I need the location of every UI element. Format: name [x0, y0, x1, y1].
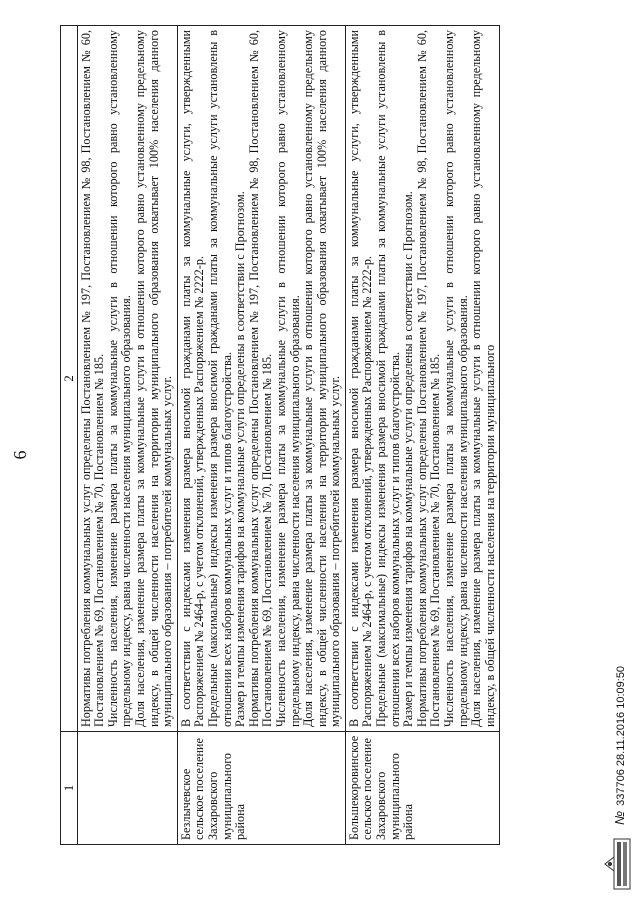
municipality-cell: Большекоровинское сельское поселение Захаровского муниципального района — [345, 732, 500, 845]
description-line: Нормативы потребления коммунальных услуг определены Постановлением № 197, Постановлением № 98, Постановлением № 60, Постановлением № 69, Постановлением № 70, Постановлением № 185. — [78, 30, 107, 727]
table-header-col2: 2 — [61, 26, 78, 732]
document-stamp-footer — [612, 666, 627, 825]
description-cell — [77, 26, 177, 732]
description-line: Численность населения, изменение размера платы за коммунальные услуги в отношении которого равно установленному предельному индексу, равна численности населения муниципального образования. — [442, 30, 470, 727]
document-datetime: 28.11.2016 10:09:50 — [615, 665, 627, 767]
description-line: Доля населения, изменение размера платы за коммунальные услуги в отношении которого равно установленному предельному индексу, в общей численности населения на территории муниципального — [469, 30, 497, 727]
description-line: Предельные (максимальные) индексы изменения размера вносимой гражданами платы за коммунальные услуги установлены в отношении всех наборов коммунальных услуг и типов благоустройства. — [205, 30, 234, 727]
description-line: Размер и темпы изменения тарифов на коммунальные услуги определены в соответствии с Прогнозом. — [401, 191, 416, 727]
description-line: Нормативы потребления коммунальных услуг определены Постановлением № 197, Постановлением № 98, Постановлением № 60, Постановлением № 69, Постановлением № 70, Постановлением № 185. — [414, 30, 443, 727]
document-number: 337706 — [615, 769, 627, 806]
description-line: Численность населения, изменение размера платы за коммунальные услуги в отношении которого равно установленному предельному индексу, равна численности населения муниципального образования. — [273, 30, 302, 727]
table-header-row — [61, 26, 78, 845]
description-line: Доля населения, изменение размера платы за коммунальные услуги в отношении которого равно установленному предельному индексу, в общей численности населения на территории муниципального образования охватывает 100% населения данного муниципального образования – потребителей коммунальных услуг. — [132, 30, 175, 727]
description-line: Размер и темпы изменения тарифов на коммунальные услуги определены в соответствии с Прогнозом. — [233, 191, 248, 727]
number-sign: № — [612, 810, 627, 825]
description-line: Предельные (максимальные) индексы изменения размера вносимой гражданами платы за коммунальные услуги установлены в отношении всех наборов коммунальных услуг и типов благоустройства. — [374, 30, 402, 727]
description-cell — [345, 26, 500, 732]
table-header-col1: 1 — [61, 732, 78, 845]
description-line: В соответствии с индексами изменения размера вносимой гражданами платы за коммунальные услуги, утвержденными Распоряжением № 2464-р, с учетом отклонений, утвержденных Распоряжением № 2222-р. — [346, 30, 375, 727]
registry-stamp-icon — [602, 837, 632, 891]
description-line: Доля населения, изменение размера платы за коммунальные услуги в отношении которого равно установленному предельному индексу, в общей численности населения на территории муниципального образования охватывает 100% населения данного муниципального образования – потребителей коммунальных услуг. — [301, 30, 343, 727]
description-line: Нормативы потребления коммунальных услуг определены Постановлением № 197, Постановлением № 98, Постановлением № 60, Постановлением № 69, Постановлением № 70, Постановлением № 185. — [246, 30, 275, 727]
table-row — [77, 26, 177, 845]
table-row — [345, 26, 500, 845]
tariff-table — [60, 25, 500, 845]
description-line: В соответствии с индексами изменения размера вносимой гражданами платы за коммунальные услуги, утвержденными Распоряжением № 2464-р, с учетом отклонений, утвержденных Распоряжением № 2222-р. — [178, 30, 207, 727]
table-row — [177, 26, 345, 845]
municipality-cell — [77, 732, 177, 845]
page-number: 6 — [10, 450, 30, 460]
municipality-cell: Безлычевское сельское поселение Захаровского муниципального района — [177, 732, 345, 845]
description-cell — [177, 26, 345, 732]
description-line: Численность населения, изменение размера платы за коммунальные услуги в отношении которого равно установленному предельному индексу, равна численности населения муниципального образования. — [105, 30, 134, 727]
